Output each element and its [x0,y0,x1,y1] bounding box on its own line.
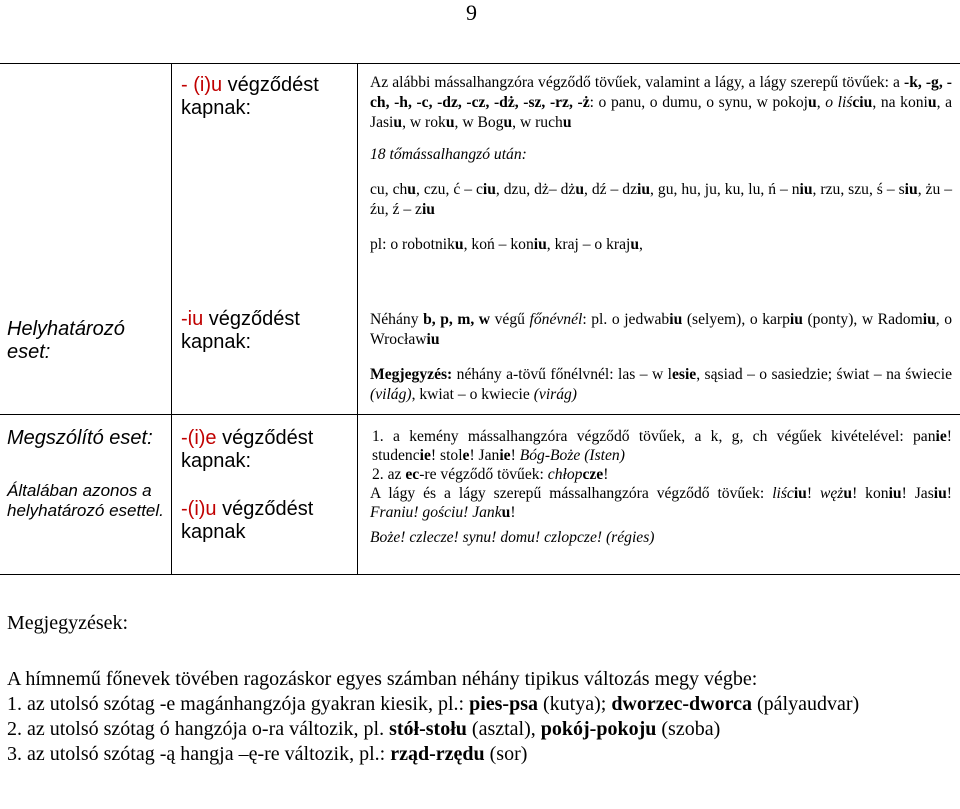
row3-ending-b: -(i)u [181,498,217,520]
note-line-2 [7,717,952,742]
column-divider-1 [171,63,172,575]
text-run: iu [421,201,435,218]
text-run: 2. az utolsó szótag ó hangzója o-ra változik, pl. [7,718,390,740]
text-run: chłop [547,466,583,483]
text-run: , rzu, szu, ś – s [812,181,905,198]
text-run: ! [946,485,952,502]
text-run: ! Jas [901,485,934,502]
text-run: ie [935,428,947,445]
text-run: 2. az [372,466,406,483]
notes-body [7,667,952,767]
text-run: b, p, m, w [423,311,491,328]
text-run: u [407,181,416,198]
text-run: , na koni [872,94,928,111]
text-run: u [808,94,817,111]
row3-case-note: Általában azonos a helyhatározó esettel. [7,481,164,520]
text-run: iu [789,311,803,328]
text-run: u [575,181,585,198]
text-run: iu [933,485,947,502]
text-run: , [639,236,643,253]
text-run: ie [419,447,431,464]
text-run: : o panu, o dumu, o synu, w pokoj [589,94,809,111]
note-line-1 [7,692,952,717]
text-run: iu [904,181,918,198]
row-divider-2 [0,414,960,415]
text-run: ie [499,447,511,464]
text-run: ! studenc [372,428,952,464]
row3-case-label: Megszólító eset: [7,427,153,449]
row2-content [370,310,952,405]
row1-ending: - (i)u [181,74,223,96]
text-run: (asztal), [466,718,541,740]
text-run: (selyem), o karp [682,311,790,328]
text-run: rząd-rzędu [390,743,485,765]
text-run: , dzu, dż– dż [495,181,576,198]
text-run: (ponty), w Radom [802,311,923,328]
text-run: pl: o robotnik [370,236,455,253]
text-run: -k, -g, -ch, -h, -c, -dz, -cz, -dż, -sz, -rz, -ż [370,74,952,111]
text-run: u [503,114,513,131]
text-run: Franiu! gościu! Jank [370,504,502,521]
text-run: néhány a-tövű főnélvnél: las – w l [452,366,672,383]
row3-ending-b-tail: végződést kapnak [181,498,314,543]
text-run: Az alábbi mássalhangzóra végződő tövűek, valamint a lágy, a lágy szerepű tövűek: a [370,74,905,91]
text-run: iu [888,485,902,502]
row1-paragraph-3 [370,180,952,220]
text-run: iu [482,181,496,198]
text-run: , czu, ć – c [415,181,483,198]
text-run: iu [793,485,807,502]
row1-paragraph-2: 18 tőmássalhangzó után: [370,146,527,163]
text-run: , o Wrocław [370,311,953,348]
text-run: , kwiat – o kwiecie [411,386,534,403]
text-run: , w ruch [512,114,563,131]
text-run: A lágy és a lágy szerepű mássalhangzóra végződő tövűek: [370,485,773,502]
row2-paragraph-1 [370,310,952,350]
row3-ending-b-label [181,498,351,544]
text-run: węż [819,485,844,502]
row1-content [370,73,952,255]
row2-ending-label [181,308,351,354]
text-run: (világ) [370,386,412,403]
text-run: Néhány [370,311,424,328]
text-run: Megjegyzés: [370,366,453,383]
text-run: (sor) [484,743,528,765]
text-run: iu [669,311,683,328]
text-run: u [393,114,403,131]
text-run: A hímnemű főnevek tövében ragozáskor egyes számban néhány tipikus változás megy végbe: [7,668,758,690]
row3-ending-a-tail: végződést kapnak: [181,427,314,472]
text-run: esie [671,366,697,383]
row3-ending-a-label [181,427,351,473]
text-run: (virág) [533,386,578,403]
row2-ending: -iu [181,308,204,330]
page-number: 9 [466,0,477,25]
text-run: u [454,236,464,253]
note-line-0 [7,667,952,692]
table-bottom-rule [0,574,960,575]
text-run: o liś [825,94,853,111]
text-run: ciu [852,94,873,111]
text-run: iu [533,236,547,253]
row2-case-label: Helyhatározó eset: [7,318,125,363]
text-run: u [445,114,455,131]
text-run: stół-stołu [389,718,467,740]
text-run: ! stol [430,447,463,464]
text-run: u [562,114,572,131]
row3-item-3 [370,484,952,522]
text-run: , [816,94,826,111]
text-run: iu [426,331,440,348]
text-run: , gu, hu, ju, ku, lu, ń – n [650,181,800,198]
row3-item-4: Boże! czlecze! synu! domu! czlopcze! (régies) [370,529,655,546]
notes-title: Megjegyzések: [7,612,129,634]
text-run: iu [637,181,651,198]
text-run: ! Jan [469,447,500,464]
note-line-3 [7,742,952,767]
text-run: 3. az utolsó szótag -ą hangja –ę-re változik, pl.: [7,743,391,765]
text-run: e [462,447,470,464]
table-top-rule [0,63,960,64]
text-run: (kutya); [538,693,612,715]
row2-paragraph-2 [370,365,952,405]
text-run: ec [405,466,420,483]
text-run: végű [490,311,530,328]
text-run: u [927,94,937,111]
text-run: u [630,236,640,253]
row3-content [370,427,952,547]
row1-ending-tail: végződést kapnak: [181,74,319,119]
text-run: , w rok [402,114,446,131]
text-run: , żu – źu, ź – z [370,181,953,218]
row3-item-2 [370,465,952,484]
text-run: , w Bog [454,114,504,131]
text-run: u [843,485,853,502]
text-run: : pl. o jedwab [582,311,670,328]
text-run: iu [799,181,813,198]
text-run: u [501,504,511,521]
row3-ending-a: -(i)e [181,427,217,449]
text-run: cu, ch [370,181,408,198]
text-run: ! [603,466,609,483]
text-run: (szoba) [656,718,721,740]
text-run: 1. az utolsó szótag -e magánhangzója gyakran kiesik, pl.: [7,693,470,715]
text-run: Bóg-Boże (Isten) [519,447,625,464]
text-run: pokój-pokoju [540,718,657,740]
text-run: dworzec-dworca [611,693,753,715]
text-run: ! [510,504,516,521]
row2-ending-tail: végződést kapnak: [181,308,300,353]
text-run: -re végződő tövűek: [419,466,548,483]
column-divider-2 [357,63,358,575]
row3-item-1 [370,427,952,465]
text-run: főnévnél [529,311,583,328]
row1-ending-label [181,74,351,120]
row1-paragraph-1 [370,73,952,133]
text-run: ! kon [852,485,889,502]
text-run: , kraj – o kraj [546,236,631,253]
row1-paragraph-4 [370,235,952,255]
text-run: iu [922,311,936,328]
text-run: , sąsiad – o sasiedzie; świat – na świecie [696,366,952,383]
text-run: , dź – dz [584,181,638,198]
text-run: ! [806,485,820,502]
text-run: (pályaudvar) [752,693,860,715]
text-run: , koń – kon [463,236,534,253]
text-run: cze [582,466,604,483]
text-run: pies-psa [469,693,538,715]
text-run: , a Jasi [370,94,953,131]
text-run: liśc [772,485,794,502]
text-run: 1. a kemény mássalhangzóra végződő tövűek, a k, g, ch végűek kivételével: pan [372,428,936,445]
text-run: ! [510,447,520,464]
